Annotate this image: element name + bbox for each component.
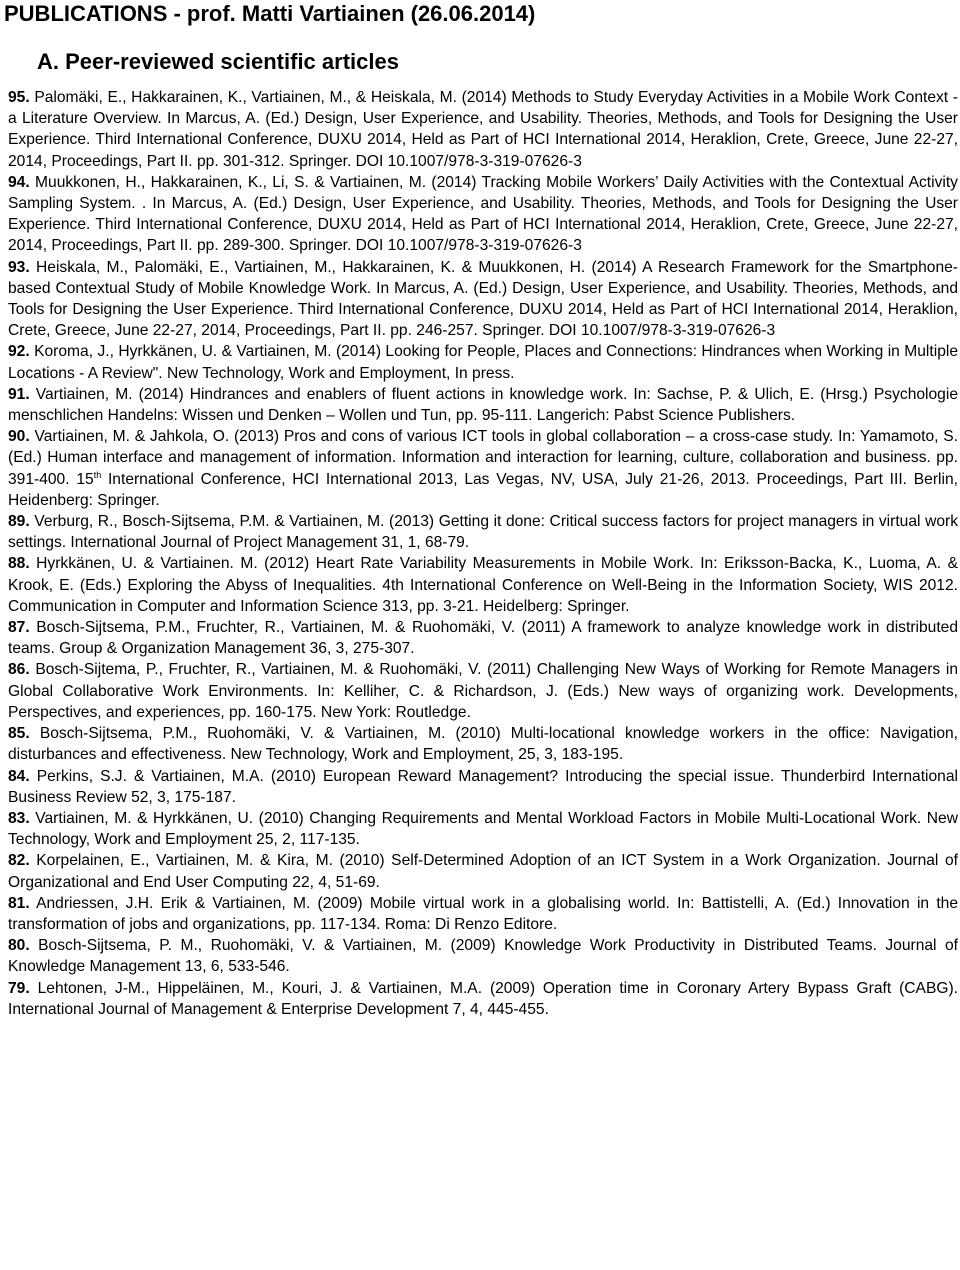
publication-text: Vartiainen, M. & Hyrkkänen, U. (2010) Changing Requirements and Mental Workload Factors in Mobile Multi-Locational Work. New Technology, Work and Employment 25, 2, 117-135. (8, 809, 958, 849)
publication-number: 79. (8, 979, 30, 997)
publication-text: Verburg, R., Bosch-Sijtsema, P.M. & Vartiainen, M. (2013) Getting it done: Critical success factors for project managers in virtual work settings. International Journal of Project Management 31, 1, 68-79. (8, 513, 958, 552)
publication-text: Heiskala, M., Palomäki, E., Vartiainen, M., Hakkarainen, K. & Muukkonen, H. (2014) A Research Framework for the Smartphone-based Contextual Study of Mobile Knowledge Work. In Marcus, A. (Ed.) Design, User Experience, and Usability. Theories, Methods, and Tools for Designing the User Experience. Third International Conference, DUXU 2014, Held as Part of HCI International 2014, Heraklion, Crete, Greece, June 22-27, 2014, Proceedings, Part II. pp. 246-257. Springer. DOI 10.1007/978-3-319-07626-3 (8, 258, 958, 340)
section-heading: A. Peer-reviewed scientific articles (37, 49, 399, 74)
publication-text: Bosch-Sijtema, P., Fruchter, R., Vartiainen, M. & Ruohomäki, V. (2011) Challenging New Ways of Working for Remote Managers in Global Collaborative Work Environments. In: Kelliher, C. & Richardson, J. (Eds.) New ways of organizing work. Developments, Perspectives, and experiences, pp. 160-175. New York: Routledge. (8, 661, 958, 721)
publication-text: Perkins, S.J. & Vartiainen, M.A. (2010) European Reward Management? Introducing the special issue. Thunderbird International Business Review 52, 3, 175-187. (8, 767, 958, 806)
publication-entry (8, 341, 958, 383)
page-title: PUBLICATIONS - prof. Matti Vartiainen (26.06.2014) (4, 1, 536, 26)
publication-number: 80. (8, 937, 30, 955)
publication-text: Hyrkkänen, U. & Vartiainen. M. (2012) Heart Rate Variability Measurements in Mobile Work. In: Eriksson-Backa, K., Luoma, A. & Krook, E. (Eds.) Exploring the Abyss of Inequalities. 4th International Conference on Well-Being in the Information Society, WIS 2012. Communication in Computer and Information Science 313, pp. 3-21. Heidelberg: Springer. (8, 555, 958, 615)
publication-number: 88. (8, 555, 30, 573)
publication-text: Vartiainen, M. (2014) Hindrances and enablers of fluent actions in knowledge work. In: Sachse, P. & Ulich, E. (Hrsg.) Psychologie menschlichen Handelns: Wissen und Denken – Wollen und Tun, pp. 95-111. Langerich: Pabst Science Publishers. (8, 385, 958, 425)
publication-entry (8, 850, 958, 892)
publication-text: Lehtonen, J-M., Hippeläinen, M., Kouri, J. & Vartiainen, M.A. (2009) Operation time in Coronary Artery Bypass Graft (CABG). International Journal of Management & Enterprise Development 7, 4, 445-455. (8, 979, 958, 1018)
publication-entry (8, 766, 958, 808)
ordinal-superscript: th (93, 469, 102, 480)
publication-number: 93. (8, 258, 30, 276)
publication-text: Bosch-Sijtsema, P.M., Fruchter, R., Vartiainen, M. & Ruohomäki, V. (2011) A framework to analyze knowledge work in distributed teams. Group & Organization Management 36, 3, 275-307. (8, 619, 958, 658)
publication-text: Vartiainen, M. & Jahkola, O. (2013) Pros and cons of various ICT tools in global collaboration – a cross-case study. In: Yamamoto, S. (Ed.) Human interface and management of information. Information and interaction for learning, culture, collaboration and business. pp. 391-400. 15 (8, 428, 958, 488)
publication-entry (8, 723, 958, 765)
publication-entry (8, 172, 958, 257)
publication-text: Bosch-Sijtsema, P. M., Ruohomäki, V. & Vartiainen, M. (2009) Knowledge Work Productivity in Distributed Teams. Journal of Knowledge Management 13, 6, 533-546. (8, 937, 958, 976)
publication-entry (8, 935, 958, 977)
publication-entry (8, 87, 958, 172)
publication-number: 82. (8, 852, 30, 870)
publication-number: 87. (8, 619, 30, 637)
publication-entry (8, 978, 958, 1020)
publication-text: Korpelainen, E., Vartiainen, M. & Kira, M. (2010) Self-Determined Adoption of an ICT System in a Work Organization. Journal of Organizational and End User Computing 22, 4, 51-69. (8, 852, 958, 891)
publication-entry (8, 893, 958, 935)
publication-number: 91. (8, 385, 30, 403)
publication-number: 89. (8, 513, 30, 531)
publication-entry (8, 808, 958, 850)
publication-number: 81. (8, 894, 30, 912)
publication-number: 84. (8, 767, 30, 785)
publication-number: 92. (8, 343, 30, 361)
publication-entry (8, 426, 958, 511)
publication-entry (8, 384, 958, 426)
publication-entry (8, 511, 958, 553)
publication-text: Palomäki, E., Hakkarainen, K., Vartiainen, M., & Heiskala, M. (2014) Methods to Study Everyday Activities in a Mobile Work Context - a Literature Overview. In Marcus, A. (Ed.) Design, User Experience, and Usability. Theories, Methods, and Tools for Designing the User Experience. Third International Conference, DUXU 2014, Held as Part of HCI International 2014, Heraklion, Crete, Greece, June 22-27, 2014, Proceedings, Part II. pp. 301-312. Springer. DOI 10.1007/978-3-319-07626-3 (8, 89, 958, 170)
publication-entry (8, 617, 958, 659)
publication-number: 95. (8, 89, 30, 106)
publication-number: 94. (8, 173, 30, 191)
publication-text: Bosch-Sijtsema, P.M., Ruohomäki, V. & Vartiainen, M. (2010) Multi-locational knowledge workers in the office: Navigation, disturbances and effectiveness. New Technology, Work and Employment, 25, 3, 183-195. (8, 725, 958, 764)
publication-number: 83. (8, 809, 30, 827)
publication-list (8, 87, 958, 1020)
publication-number: 85. (8, 725, 30, 743)
publication-text: Koroma, J., Hyrkkänen, U. & Vartiainen, M. (2014) Looking for People, Places and Connections: Hindrances when Working in Multiple Locations - A Review". New Technology, Work and Employment, In press. (8, 343, 958, 382)
publication-entry (8, 257, 958, 342)
publication-text: Muukkonen, H., Hakkarainen, K., Li, S. & Vartiainen, M. (2014) Tracking Mobile Workers’ Daily Activities with the Contextual Activity Sampling System. . In Marcus, A. (Ed.) Design, User Experience, and Usability. Theories, Methods, and Tools for Designing the User Experience. Third International Conference, DUXU 2014, Held as Part of HCI International 2014, Heraklion, Crete, Greece, June 22-27, 2014, Proceedings, Part II. pp. 289-300. Springer. DOI 10.1007/978-3-319-07626-3 (8, 173, 958, 255)
publication-text-continued: International Conference, HCI International 2013, Las Vegas, NV, USA, July 21-26, 2013. Proceedings, Part III. Berlin, Heidenberg: Springer. (8, 470, 958, 509)
publication-entry (8, 659, 958, 723)
publication-text: Andriessen, J.H. Erik & Vartiainen, M. (2009) Mobile virtual work in a globalising world. In: Battistelli, A. (Ed.) Innovation in the transformation of jobs and organizations, pp. 117-134. Roma: Di Renzo Editore. (8, 894, 958, 933)
publication-entry (8, 553, 958, 617)
publication-number: 90. (8, 428, 30, 446)
publication-number: 86. (8, 661, 30, 679)
